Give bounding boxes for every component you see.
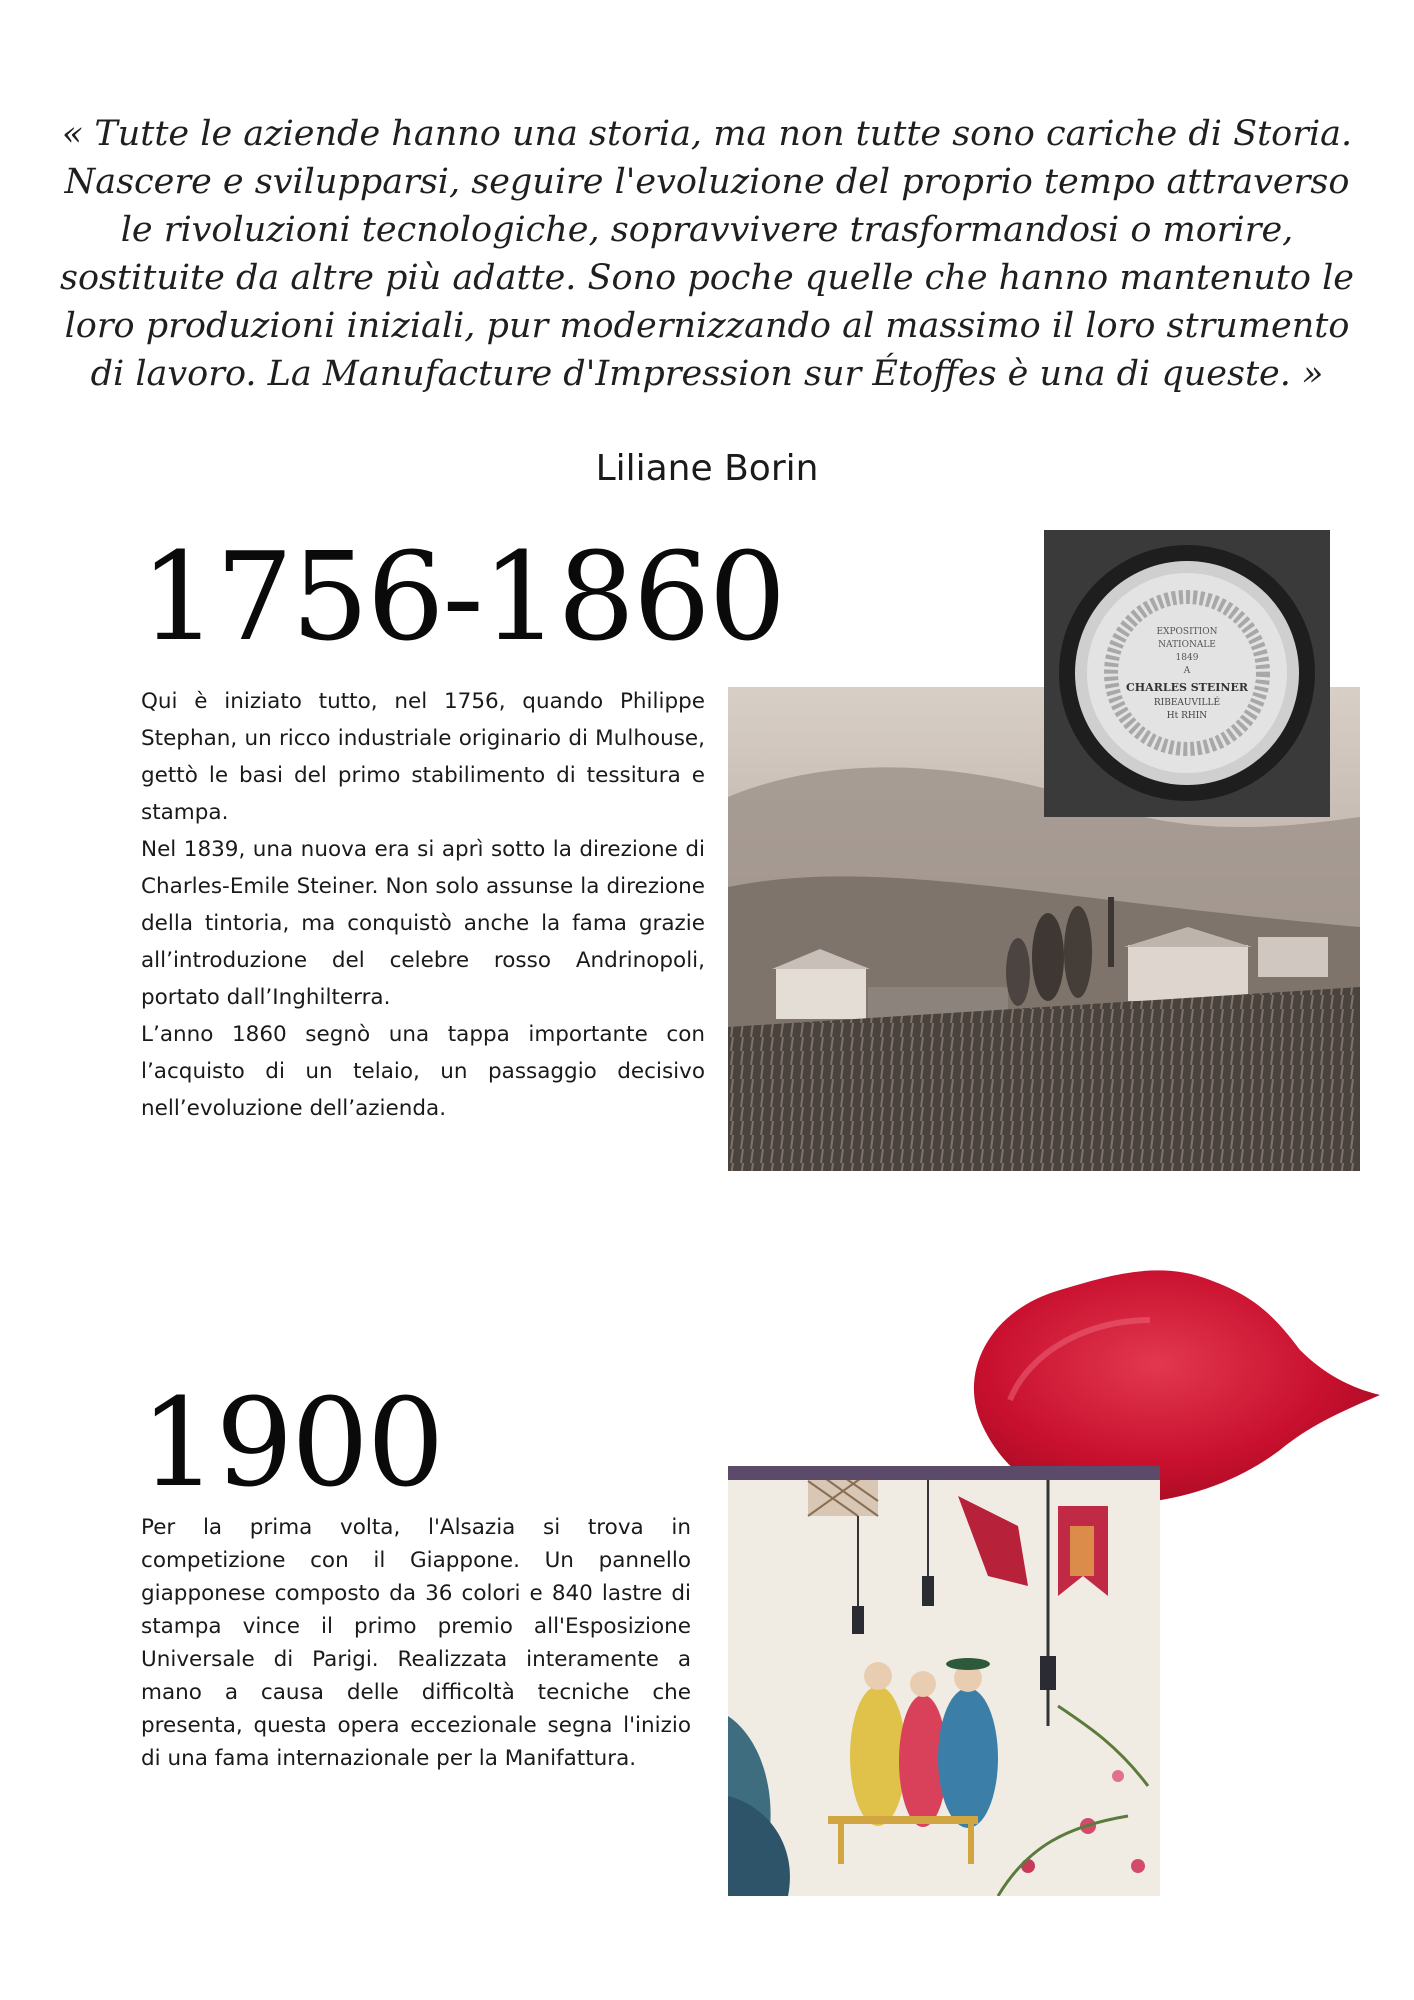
section2-year-heading: 1900 (140, 1372, 443, 1514)
section1-body (141, 683, 705, 1127)
quote-line: loro produzioni iniziali, pur modernizzando al massimo il loro strumento (64, 306, 1350, 346)
japanese-textile-panel-image (728, 1466, 1160, 1896)
medal-photo (1044, 530, 1330, 817)
medal-text: Ht RHIN (1166, 711, 1208, 721)
quote-line: Nascere e svilupparsi, seguire l'evoluzione del proprio tempo attraverso (64, 162, 1350, 202)
medal-text: RIBEAUVILLÉ (1153, 698, 1221, 708)
section2-body (141, 1511, 691, 1775)
medal-text: A (1183, 666, 1191, 676)
section1-paragraph: Qui è iniziato tutto, nel 1756, quando Philippe Stephan, un ricco industriale originario di Mulhouse, gettò le basi del primo stabilimento di tessitura e stampa. (141, 689, 705, 825)
medal-text: CHARLES STEINER (1126, 681, 1248, 694)
quote-line: le rivoluzioni tecnologiche, sopravvivere trasformandosi o morire, (120, 210, 1294, 250)
section1-paragraph: Nel 1839, una nuova era si aprì sotto la direzione di Charles-Emile Steiner. Non solo assunse la direzione della tintoria, ma conquistò anche la fama grazie all’introduzione del celebre rosso Andrinopoli, portato dall’Inghilterra. (141, 837, 705, 1010)
quote-line: di lavoro. La Manufacture d'Impression sur Étoffes è una di queste. » (90, 354, 1324, 394)
section1-year-heading: 1756-1860 (140, 526, 785, 668)
quote-line: sostituite da altre più adatte. Sono poche quelle che hanno mantenuto le (60, 258, 1354, 298)
quote-block (55, 110, 1359, 398)
section2-paragraph: Per la prima volta, l'Alsazia si trova in competizione con il Giappone. Un pannello giapponese composto da 36 colori e 840 lastre di stampa vince il primo premio all'Esposizione Universale di Parigi. Realizzata interamente a mano a causa delle difficoltà tecniche che presenta, questa opera eccezionale segna l'inizio di una fama internazionale per la Manifattura. (141, 1515, 691, 1771)
quote-line: « Tutte le aziende hanno una storia, ma non tutte sono cariche di Storia. (61, 114, 1353, 154)
quote-author: Liliane Borin (595, 448, 819, 489)
medal-text: 1849 (1175, 653, 1199, 663)
medal-text: EXPOSITION (1156, 627, 1218, 637)
medal-text: NATIONALE (1158, 640, 1216, 650)
section1-paragraph: L’anno 1860 segnò una tappa importante con l’acquisto di un telaio, un passaggio decisivo nell’evoluzione dell’azienda. (141, 1022, 705, 1121)
